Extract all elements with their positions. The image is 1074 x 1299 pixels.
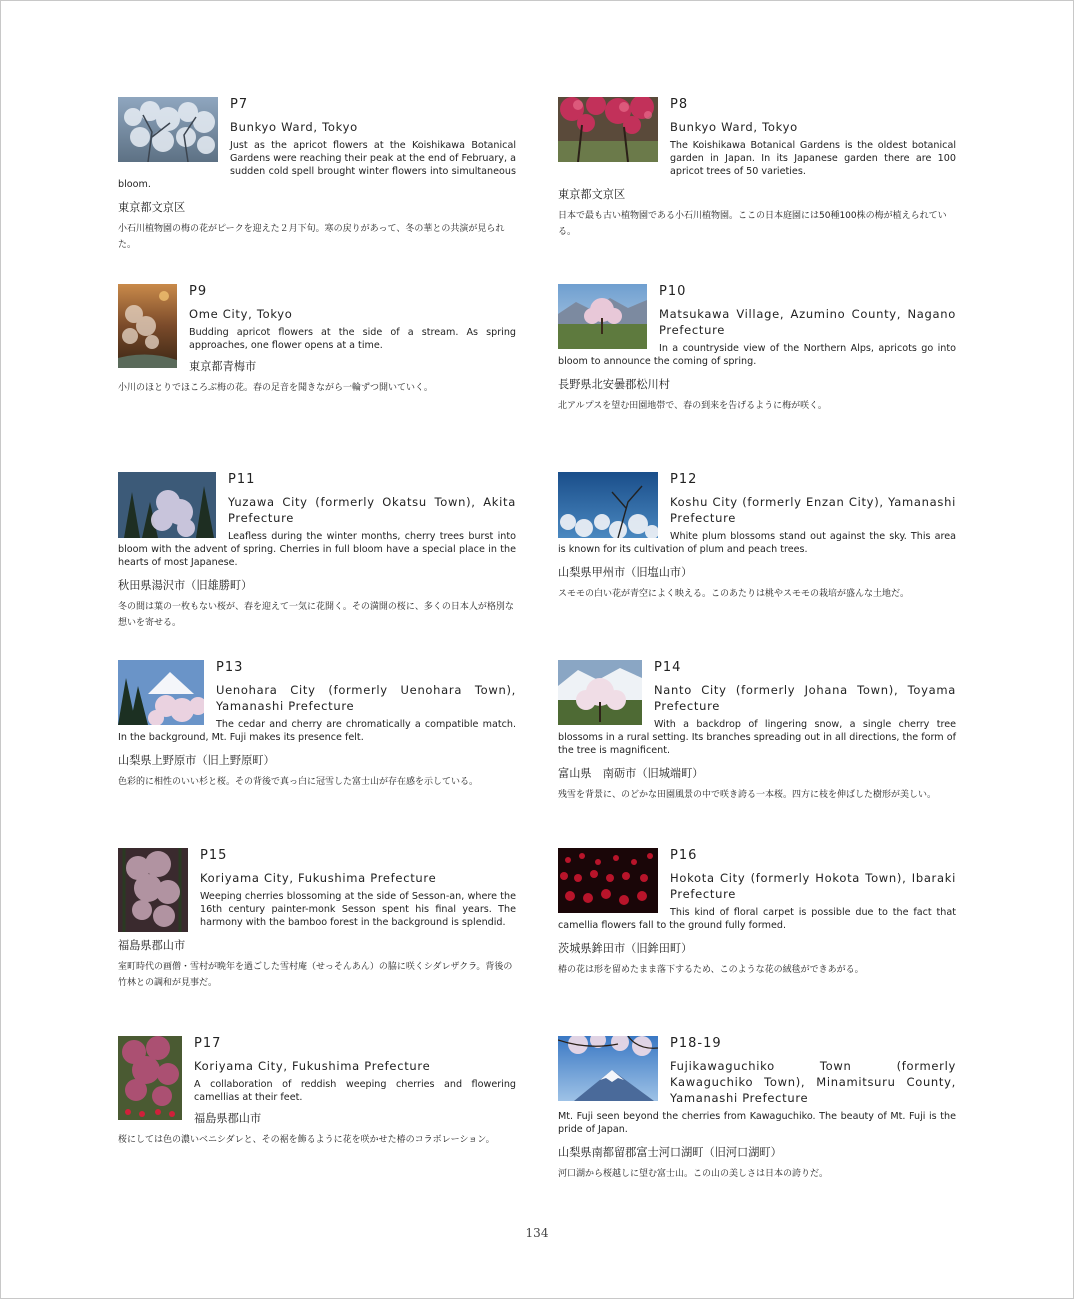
description-jp: 色彩的に相性のいい杉と桜。その背後で真っ白に冠雪した富士山が存在感を示している。 <box>118 777 479 787</box>
location-jp: 茨城県鉾田市（旧鉾田町） <box>558 942 693 955</box>
page-ref: P16 <box>670 848 698 863</box>
alps-apricot-tree-photo <box>558 284 647 349</box>
caption-entry-p17 <box>118 1036 516 1148</box>
location-jp: 東京都青梅市 <box>189 360 257 373</box>
description-en: With a backdrop of lingering snow, a single cherry tree blossoms in a rural setting. Its branches spreading out in all directions, the form of the tree is magnificent. <box>558 719 956 756</box>
location-en: Koshu City (formerly Enzan City), Yamanashi Prefecture <box>670 495 956 525</box>
location-jp: 山梨県南都留郡富士河口湖町（旧河口湖町） <box>558 1146 782 1159</box>
weeping-cherry-bamboo-photo <box>118 848 188 932</box>
caption-entry-p8 <box>558 97 956 240</box>
location-en: Nanto City (formerly Johana Town), Toyama Prefecture <box>654 683 956 713</box>
caption-entry-p15 <box>118 848 516 991</box>
description-en: Budding apricot flowers at the side of a stream. As spring approaches, one flower opens at a time. <box>189 327 516 351</box>
caption-entry-p12 <box>558 472 956 602</box>
cherry-and-cedar-photo <box>118 472 216 538</box>
description-en: A collaboration of reddish weeping cherries and flowering camellias at their feet. <box>194 1079 516 1103</box>
description-en: The cedar and cherry are chromatically a compatible match. In the background, Mt. Fuji makes its presence felt. <box>118 719 516 743</box>
location-en: Bunkyo Ward, Tokyo <box>670 120 798 134</box>
white-plum-sky-photo <box>558 472 658 538</box>
red-weeping-cherry-photo <box>118 1036 182 1120</box>
description-en: White plum blossoms stand out against the sky. This area is known for its cultivation of plum and peach trees. <box>558 531 956 555</box>
description-jp: 小川のほとりでほころぶ梅の花。春の足音を聞きながら一輪ずつ開いていく。 <box>118 383 433 393</box>
description-jp: スモモの白い花が青空によく映える。このあたりは桃やスモモの栽培が盛んな土地だ。 <box>558 589 910 599</box>
description-en: In a countryside view of the Northern Alps, apricots go into bloom to announce the coming of spring. <box>558 343 956 367</box>
description-jp: 椿の花は形を留めたまま落下するため、このような花の絨毯ができあがる。 <box>558 965 864 975</box>
single-cherry-snow-photo <box>558 660 642 725</box>
location-en: Yuzawa City (formerly Okatsu Town), Akita Prefecture <box>228 495 516 525</box>
caption-entry-p18-19 <box>558 1036 956 1182</box>
page-ref: P8 <box>670 97 689 112</box>
caption-entry-p13 <box>118 660 516 790</box>
cherry-fuji-cedar-photo <box>118 660 204 725</box>
camellia-carpet-photo <box>558 848 658 913</box>
stream-side-apricot-photo <box>118 284 177 368</box>
page-ref: P7 <box>230 97 249 112</box>
page-ref: P14 <box>654 660 682 675</box>
caption-entry-p9 <box>118 284 516 396</box>
description-jp: 冬の間は葉の一枚もない桜が、春を迎えて一気に花開く。その満開の桜に、多くの日本人が格別な想いを寄せる。 <box>118 602 514 628</box>
page-ref: P13 <box>216 660 244 675</box>
description-en: Just as the apricot flowers at the Koishikawa Botanical Gardens were reaching their peak at the end of February, a sudden cold spell brought winter flowers into simultaneous bloom. <box>118 140 516 190</box>
location-en: Bunkyo Ward, Tokyo <box>230 120 358 134</box>
description-en: Leafless during the winter months, cherry trees burst into bloom with the advent of spring. Cherries in full bloom have a special place in the hearts of most Japanese. <box>118 531 516 568</box>
page-ref: P10 <box>659 284 687 299</box>
description-jp: 桜にしては色の濃いベニシダレと、その裾を飾るように花を咲かせた椿のコラボレーション。 <box>118 1135 495 1145</box>
location-jp: 秋田県湯沢市（旧雄勝町） <box>118 579 253 592</box>
caption-entry-p11 <box>118 472 516 631</box>
location-en: Koriyama City, Fukushima Prefecture <box>194 1059 431 1073</box>
location-jp: 東京都文京区 <box>118 201 186 214</box>
location-jp: 山梨県甲州市（旧塩山市） <box>558 566 693 579</box>
description-jp: 小石川植物園の梅の花がピークを迎えた２月下旬。寒の戻りがあって、冬の華との共演が見られた。 <box>118 224 505 250</box>
description-jp: 北アルプスを望む田園地帯で、春の到来を告げるように梅が咲く。 <box>558 401 827 411</box>
page-number: 134 <box>525 1226 549 1240</box>
location-en: Ome City, Tokyo <box>189 307 293 321</box>
page-ref: P17 <box>194 1036 222 1051</box>
description-jp: 日本で最も古い植物園である小石川植物園。ここの日本庭園には50種100株の梅が植えられている。 <box>558 211 947 237</box>
fuji-cherry-photo <box>558 1036 658 1101</box>
location-en: Fujikawaguchiko Town (formerly Kawaguchiko Town), Minamitsuru County, Yamanashi Prefecture <box>670 1059 956 1105</box>
location-jp: 東京都文京区 <box>558 188 626 201</box>
location-en: Matsukawa Village, Azumino County, Nagano Prefecture <box>659 307 956 337</box>
description-en: Mt. Fuji seen beyond the cherries from Kawaguchiko. The beauty of Mt. Fuji is the pride of Japan. <box>558 1111 956 1135</box>
description-en: The Koishikawa Botanical Gardens is the oldest botanical garden in Japan. In its Japanese garden there are 100 apricot trees of 50 varieties. <box>670 140 956 177</box>
location-en: Koriyama City, Fukushima Prefecture <box>200 871 437 885</box>
page-ref: P12 <box>670 472 698 487</box>
page-ref: P9 <box>189 284 208 299</box>
location-jp: 富山県 南砺市（旧城端町） <box>558 767 704 780</box>
description-en: This kind of floral carpet is possible due to the fact that camellia flowers fall to the ground fully formed. <box>558 907 956 931</box>
description-jp: 残雪を背景に、のどかな田園風景の中で咲き誇る一本桜。四方に枝を伸ばした樹形が美しい。 <box>558 790 937 800</box>
caption-entry-p7 <box>118 97 516 253</box>
location-jp: 山梨県上野原市（旧上野原町） <box>118 754 275 767</box>
location-en: Uenohara City (formerly Uenohara Town), Yamanashi Prefecture <box>216 683 516 713</box>
location-jp: 長野県北安曇郡松川村 <box>558 378 670 391</box>
caption-entry-p16 <box>558 848 956 978</box>
description-jp: 室町時代の画僧・雪村が晩年を過ごした雪村庵（せっそんあん）の脇に咲くシダレザクラ。背後の竹林との調和が見事だ。 <box>118 962 513 988</box>
caption-entry-p14 <box>558 660 956 803</box>
location-jp: 福島県郡山市 <box>118 939 186 952</box>
description-jp: 河口湖から桜越しに望む富士山。この山の美しさは日本の誇りだ。 <box>558 1169 829 1179</box>
red-plum-garden-photo <box>558 97 658 162</box>
page-ref: P18-19 <box>670 1036 722 1051</box>
description-en: Weeping cherries blossoming at the side of Sesson-an, where the 16th century painter-monk Sesson spent his final years. The harmony with the bamboo forest in the background is splendid. <box>200 891 516 928</box>
location-jp: 福島県郡山市 <box>194 1112 262 1125</box>
location-en: Hokota City (formerly Hokota Town), Ibaraki Prefecture <box>670 871 956 901</box>
white-apricot-blossoms-photo <box>118 97 218 162</box>
page-ref: P15 <box>200 848 228 863</box>
page-ref: P11 <box>228 472 256 487</box>
caption-entry-p10 <box>558 284 956 414</box>
